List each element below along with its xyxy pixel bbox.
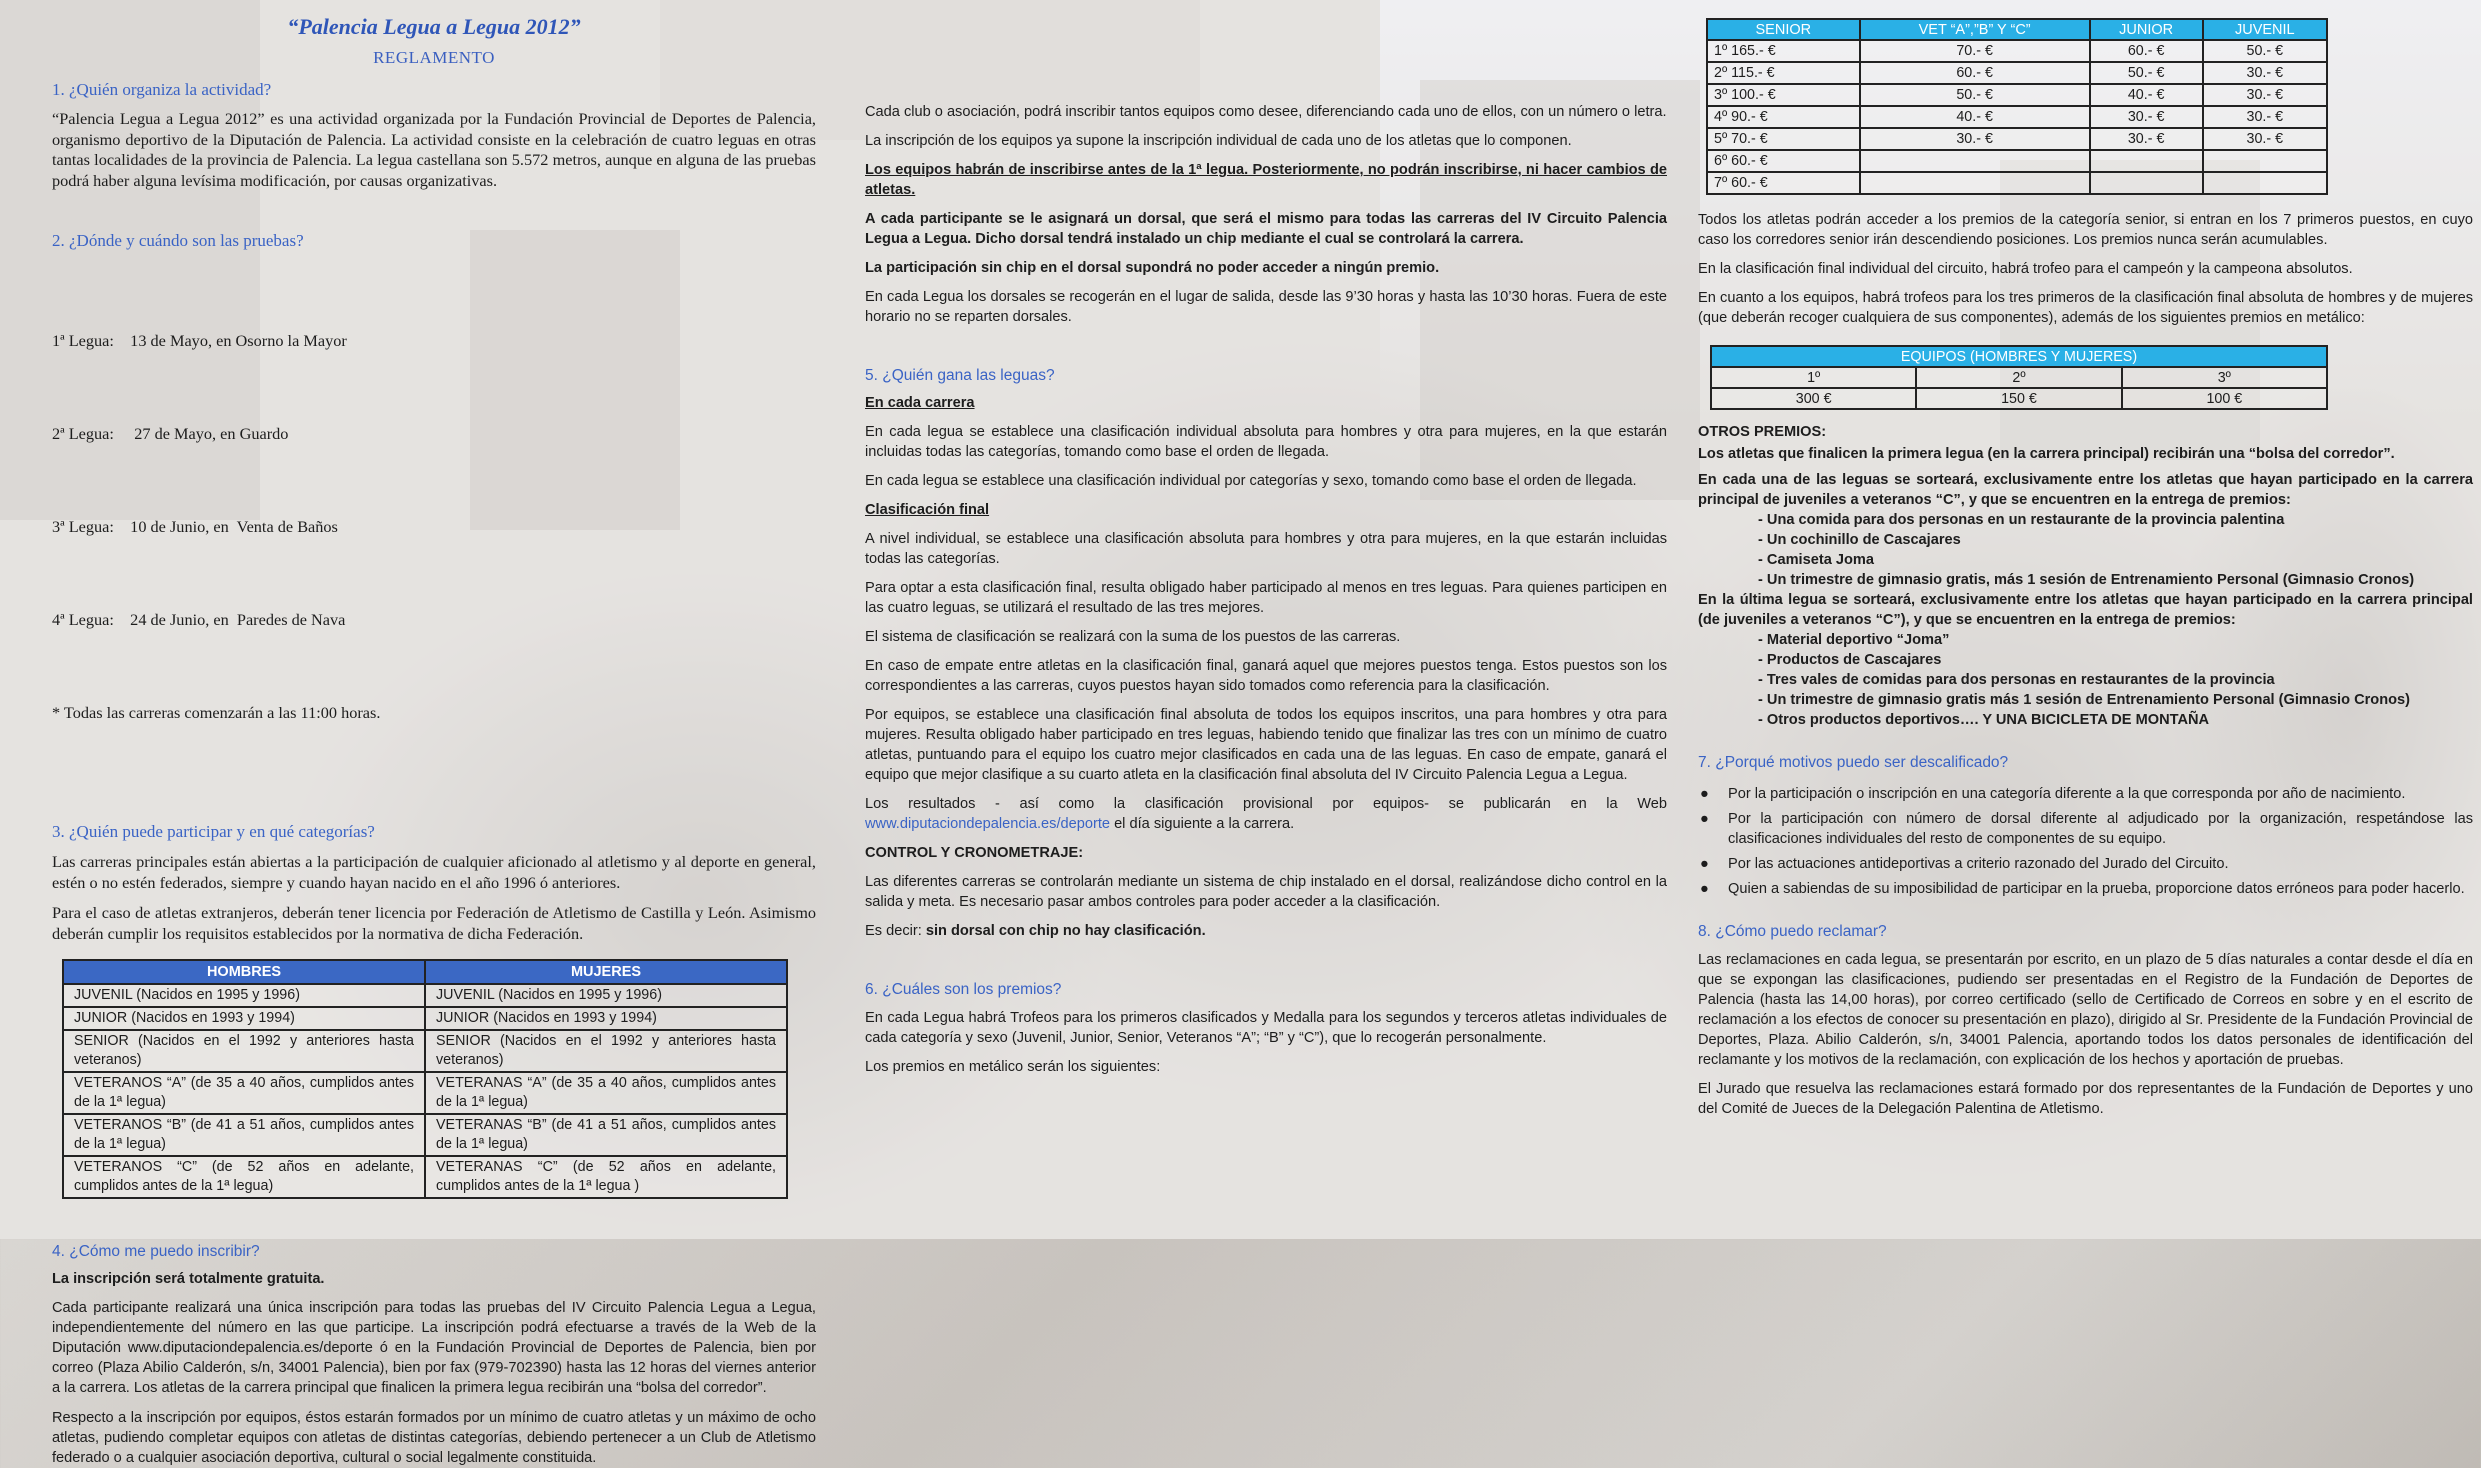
prize-header: VET “A”,”B” Y “C” bbox=[1860, 19, 2090, 40]
teams-paragraph-2: La inscripción de los equipos ya supone la inscripción individual de cada uno de los atletas que lo componen. bbox=[865, 133, 1572, 149]
table-cell: 3º 100.- € bbox=[1707, 84, 1860, 106]
prize-header: JUVENIL bbox=[2203, 19, 2327, 40]
dorsal-pickup-paragraph: En cada Legua los dorsales se recogerán en el lugar de salida, desde las 9’30 horas y hasta las 10’30 horas. Fuera de este horario no se reparten dorsales. bbox=[865, 289, 1667, 325]
section-3-paragraph-2: Para el caso de atletas extranjeros, deberán tener licencia por Federación de Atletismo de Castilla y León. Asimismo deberán cumplir los requisitos establecidos por la normativa de dicha Federación. bbox=[52, 903, 816, 943]
bullet-icon: ● bbox=[1700, 786, 1709, 802]
bullet-icon: ● bbox=[1700, 811, 1709, 827]
table-cell: SENIOR (Nacidos en el 1992 y anteriores hasta veteranos) bbox=[425, 1030, 787, 1072]
table-cell: 50.- € bbox=[2090, 62, 2203, 84]
raffle-list-1 bbox=[1698, 510, 2473, 590]
list-item: - Un cochinillo de Cascajares bbox=[1758, 532, 1961, 548]
table-cell: 2º 115.- € bbox=[1707, 62, 1860, 84]
leg-item: 4ª Legua: 24 de Junio, en Paredes de Nava bbox=[52, 610, 346, 629]
table-cell: 60.- € bbox=[1860, 62, 2090, 84]
bullet-text: Por la participación o inscripción en una categoría diferente a la que corresponda por año de nacimiento. bbox=[1728, 786, 2406, 802]
section-8-heading: 8. ¿Cómo puedo reclamar? bbox=[1698, 923, 1887, 940]
table-cell: 300 € bbox=[1711, 388, 1916, 409]
list-item: - Camiseta Joma bbox=[1758, 552, 1874, 568]
leg-item: 3ª Legua: 10 de Junio, en Venta de Baños bbox=[52, 517, 338, 536]
section-4-free-note: La inscripción será totalmente gratuita. bbox=[52, 1271, 325, 1287]
bullet-icon: ● bbox=[1700, 881, 1709, 897]
table-cell bbox=[2090, 172, 2203, 194]
table-cell: VETERANOS “B” (de 41 a 51 años, cumplidos antes de la 1ª legua) bbox=[63, 1114, 425, 1156]
table-cell: 40.- € bbox=[1860, 106, 2090, 128]
prizes-paragraph-3: En cuanto a los equipos, habrá trofeos para los tres primeros de la clasificación final absoluta de hombres y de mujeres (que deberán recoger cualquiera de sus componentes), además de los siguientes premios en metálico: bbox=[1698, 290, 2473, 326]
section-5-sub-each-race: En cada carrera bbox=[865, 395, 975, 411]
column-left bbox=[52, 0, 816, 1468]
list-item bbox=[1698, 784, 2473, 804]
section-2-heading: 2. ¿Dónde y cuándo son las pruebas? bbox=[52, 231, 304, 250]
section-5-paragraph-1: En cada legua se establece una clasificación individual absoluta para hombres y otra para mujeres, en la que estarán incluidas todas las categorías, tomando como base el orden de llegada. bbox=[865, 424, 1667, 460]
table-cell: 50.- € bbox=[1860, 84, 2090, 106]
dorsal-paragraph: A cada participante se le asignará un dorsal, que será el mismo para todas las carreras del IV Circuito Palencia Legua a Legua. Dicho dorsal tendrá instalado un chip mediante el cual se controlará la carrera. bbox=[865, 211, 1667, 247]
bullet-text: Quien a sabiendas de su imposibilidad de participar en la prueba, proporcione datos erróneos para poder hacerlo. bbox=[1728, 881, 2465, 897]
section-5-heading: 5. ¿Quién gana las leguas? bbox=[865, 367, 1055, 384]
table-cell: VETERANOS “A” (de 35 a 40 años, cumplidos antes de la 1ª legua) bbox=[63, 1072, 425, 1114]
table-cell: 100 € bbox=[2122, 388, 2327, 409]
table-row bbox=[63, 1072, 787, 1114]
table-cell: 6º 60.- € bbox=[1707, 150, 1860, 172]
results-text-b: el día siguiente a la carrera. bbox=[1110, 816, 1295, 832]
section-8-paragraph-2: El Jurado que resuelva las reclamaciones estará formado por dos representantes de la Fundación de Deportes y uno del Comité de Jueces de la Delegación Palentina de Atletismo. bbox=[1698, 1081, 2473, 1117]
table-row bbox=[1707, 62, 2327, 84]
table-row bbox=[1711, 367, 2327, 388]
legs-list bbox=[52, 263, 816, 790]
cash-prizes-table bbox=[1706, 18, 2328, 195]
table-cell: 4º 90.- € bbox=[1707, 106, 1860, 128]
list-item: - Un trimestre de gimnasio gratis, más 1 sesión de Entrenamiento Personal (Gimnasio Cronos) bbox=[1758, 572, 2415, 588]
table-row bbox=[63, 1030, 787, 1072]
table-row bbox=[1707, 40, 2327, 62]
table-cell: 50.- € bbox=[2203, 40, 2327, 62]
column-middle bbox=[865, 0, 1667, 1077]
table-cell: VETERANAS “B” (de 41 a 51 años, cumplidos antes de la 1ª legua) bbox=[425, 1114, 787, 1156]
table-cell bbox=[2203, 150, 2327, 172]
prizes-paragraph-2: En la clasificación final individual del circuito, habrá trofeo para el campeón y la campeona absolutos. bbox=[1698, 261, 2353, 277]
table-cell: JUNIOR (Nacidos en 1993 y 1994) bbox=[425, 1007, 787, 1030]
section-8-paragraph-1: Las reclamaciones en cada legua, se presentarán por escrito, en un plazo de 5 días naturales a contar desde el día en que se expongan las clasificaciones, pudiendo ser presentadas en el Registro de la Fundación de Deportes de Palencia (hasta las 14,00 horas), por correo certificado (sello de Certificado de Correos en sobre y en el escrito de reclamación a los efectos de conocer su presentación en plazo), dirigido al Sr. Presidente de la Fundación Provincial de Deportes, Plaza. Abilio Calderón, s/n, 34001 Palencia, aportando todos los datos personales de identificación del reclamante y los motivos de la reclamación, con explicación de los hechos y aportación de pruebas. bbox=[1698, 952, 2473, 1068]
table-cell: 40.- € bbox=[2090, 84, 2203, 106]
control-text-b: sin dorsal con chip no hay clasificación. bbox=[925, 923, 1206, 939]
section-5-paragraph-7: Por equipos, se establece una clasificación final absoluta de todos los equipos inscritos, una para hombres y otra para mujeres. Resulta obligado haber participado en tres leguas, habiendo tenido que finalizar las tres con un mínimo de cuatro atletas, puntuando para el equipo los cuatro mejor clasificados en cada una de las leguas. En caso de empate, ganará el equipo que mejor clasifique a su cuarto atleta en la clasificación final absoluta del IV Circuito Palencia Legua a Legua. bbox=[865, 707, 1667, 783]
disqualification-list bbox=[1698, 784, 2473, 899]
table-cell: 30.- € bbox=[2090, 128, 2203, 150]
section-5-paragraph-6: En caso de empate entre atletas en la clasificación final, ganará aquel que mejores puestos tenga. Estos puestos son los correspondientes a las carreras, cuyos puestos hayan sido tomados como referencia para la clasificación. bbox=[865, 658, 1667, 694]
other-prizes-paragraph-3: En la última legua se sorteará, exclusivamente entre los atletas que hayan participado en la carrera principal (de juveniles a veteranos “C”), y que se encuentren en la entrega de premios: bbox=[1698, 592, 2473, 628]
section-1-heading: 1. ¿Quién organiza la actividad? bbox=[52, 80, 272, 99]
control-paragraph-2 bbox=[865, 921, 1667, 941]
table-cell: 2º bbox=[1916, 367, 2121, 388]
legs-note: * Todas las carreras comenzarán a las 11:00 horas. bbox=[52, 703, 381, 722]
section-5-paragraph-4: Para optar a esta clasificación final, resulta obligado haber participado al menos en tres leguas. Para quienes participen en las cuatro leguas, se utilizará el resultado de las tres mejores. bbox=[865, 580, 1667, 616]
other-prizes-paragraph-1: Los atletas que finalicen la primera legua (en la carrera principal) recibirán una “bolsa del corredor”. bbox=[1698, 446, 2395, 462]
table-cell: 3º bbox=[2122, 367, 2327, 388]
section-4-heading: 4. ¿Cómo me puedo inscribir? bbox=[52, 1243, 260, 1260]
team-prizes-table bbox=[1710, 345, 2328, 410]
bullet-icon: ● bbox=[1700, 856, 1709, 872]
list-item bbox=[1698, 809, 2473, 849]
table-row bbox=[1707, 84, 2327, 106]
table-row bbox=[1707, 128, 2327, 150]
table-row bbox=[63, 1007, 787, 1030]
section-3-paragraph-1: Las carreras principales están abiertas a la participación de cualquier aficionado al atletismo y al deporte en general, estén o no estén federados, siempre y cuando hayan nacido en el año 1996 ó anteriores. bbox=[52, 852, 816, 892]
table-cell: 30.- € bbox=[2203, 62, 2327, 84]
table-cell: 150 € bbox=[1916, 388, 2121, 409]
control-heading: CONTROL Y CRONOMETRAJE: bbox=[865, 845, 1084, 861]
prizes-paragraph-1: Todos los atletas podrán acceder a los premios de la categoría senior, si entran en los 7 primeros puestos, en cuyo caso los corredores senior irán descendiendo posiciones. Los premios nunca serán acumulables. bbox=[1698, 212, 2473, 248]
prize-header: JUNIOR bbox=[2090, 19, 2203, 40]
section-3-heading: 3. ¿Quién puede participar y en qué categorías? bbox=[52, 822, 375, 841]
table-header-women: MUJERES bbox=[425, 960, 787, 984]
bullet-text: Por las actuaciones antideportivas a criterio razonado del Jurado del Circuito. bbox=[1728, 856, 2229, 872]
section-4-paragraph-2: Respecto a la inscripción por equipos, éstos estarán formados por un mínimo de cuatro atletas y un máximo de ocho atletas, pudiendo completar equipos con atletas de distintas categorías, debiendo pertenecer a un Club de Atletismo federado o a cualquier asociación deportiva, cultural o social legalmente constituida. bbox=[52, 1410, 816, 1466]
table-cell: VETERANAS “A” (de 35 a 40 años, cumplidos antes de la 1ª legua) bbox=[425, 1072, 787, 1114]
column-right bbox=[1698, 0, 2473, 1119]
teams-deadline-note: Los equipos habrán de inscribirse antes de la 1ª legua. Posteriormente, no podrán inscribirse, ni hacer cambios de atletas. bbox=[865, 162, 1667, 198]
list-item: - Un trimestre de gimnasio gratis más 1 sesión de Entrenamiento Personal (Gimnasio Cronos) bbox=[1758, 692, 2411, 708]
table-cell: 30.- € bbox=[2203, 84, 2327, 106]
other-prizes-heading: OTROS PREMIOS: bbox=[1698, 424, 1827, 440]
prize-header: SENIOR bbox=[1707, 19, 1860, 40]
list-item: - Material deportivo “Joma” bbox=[1758, 632, 1950, 648]
table-cell: 7º 60.- € bbox=[1707, 172, 1860, 194]
control-paragraph-1: Las diferentes carreras se controlarán mediante un sistema de chip instalado en el dorsal, realizándose dicho control en la salida y meta. Es necesario pasar ambos controles para poder acceder a la clasificación. bbox=[865, 874, 1667, 910]
section-4-paragraph-1: Cada participante realizará una única inscripción para todas las pruebas del IV Circuito Palencia Legua a Legua, independientemente del número en las que participe. La inscripción podrá efectuarse a través de la Web de la Diputación www.diputaciondepalencia.es/deporte ó en la Fundación Provincial de Deportes de Palencia, bien por correo (Plaza Abilio Calderón, s/n, 34001 Palencia), bien por fax (979-702390) hasta las 12 horas del viernes anterior a la carrera. Los atletas de la carrera principal que finalicen la primera legua recibirán una “bolsa del corredor”. bbox=[52, 1300, 816, 1396]
table-cell: JUNIOR (Nacidos en 1993 y 1994) bbox=[63, 1007, 425, 1030]
table-row bbox=[1707, 106, 2327, 128]
results-text-a: Los resultados - así como la clasificación provisional por equipos- se publicarán en la Web bbox=[865, 796, 1667, 812]
section-5-paragraph-8 bbox=[865, 794, 1667, 834]
table-cell: VETERANOS “C” (de 52 años en adelante, cumplidos antes de la 1ª legua) bbox=[63, 1156, 425, 1198]
table-cell: 30.- € bbox=[1860, 128, 2090, 150]
table-cell: VETERANAS “C” (de 52 años en adelante, cumplidos antes de la 1ª legua ) bbox=[425, 1156, 787, 1198]
chip-warning: La participación sin chip en el dorsal supondrá no poder acceder a ningún premio. bbox=[865, 260, 1440, 276]
table-cell: 30.- € bbox=[2203, 106, 2327, 128]
team-table-header: EQUIPOS (HOMBRES Y MUJERES) bbox=[1711, 346, 2327, 367]
table-cell bbox=[2203, 172, 2327, 194]
list-item: - Productos de Cascajares bbox=[1758, 652, 1942, 668]
document-title: “Palencia Legua a Legua 2012” bbox=[287, 14, 581, 39]
table-row bbox=[1707, 172, 2327, 194]
table-cell: 1º bbox=[1711, 367, 1916, 388]
table-cell: 30.- € bbox=[2203, 128, 2327, 150]
section-5-paragraph-3: A nivel individual, se establece una clasificación absoluta para hombres y otra para mujeres, en la que estarán incluidas todas las categorías. bbox=[865, 531, 1667, 567]
section-1-paragraph: “Palencia Legua a Legua 2012” es una actividad organizada por la Fundación Provincial de Deportes de Palencia, organismo deportivo de la Diputación de Palencia. La actividad consiste en la celebración de cuatro leguas en otras tantas localidades de la provincia de Palencia. La legua castellana son 5.572 metros, aunque en alguna de las pruebas podrá haber alguna levísima modificación, por causas organizativas. bbox=[52, 109, 816, 190]
table-cell bbox=[1860, 150, 2090, 172]
table-cell: 60.- € bbox=[2090, 40, 2203, 62]
table-row bbox=[63, 1156, 787, 1198]
section-5-paragraph-2: En cada legua se establece una clasificación individual por categorías y sexo, tomando como base el orden de llegada. bbox=[865, 473, 1637, 489]
bullet-text: Por la participación con número de dorsal diferente al adjudicado por la organización, respetándose las clasificaciones individuales del resto de componentes de su equipo. bbox=[1728, 811, 2473, 847]
table-row bbox=[1711, 388, 2327, 409]
list-item bbox=[1698, 854, 2473, 874]
table-row bbox=[63, 1114, 787, 1156]
table-cell: 30.- € bbox=[2090, 106, 2203, 128]
list-item: - Tres vales de comidas para dos personas en restaurantes de la provincia bbox=[1758, 672, 2275, 688]
raffle-list-2 bbox=[1698, 630, 2473, 730]
section-6-heading: 6. ¿Cuáles son los premios? bbox=[865, 981, 1062, 998]
table-cell bbox=[2090, 150, 2203, 172]
list-item bbox=[1698, 879, 2473, 899]
section-5-sub-final: Clasificación final bbox=[865, 502, 990, 518]
table-cell bbox=[1860, 172, 2090, 194]
table-cell: SENIOR (Nacidos en el 1992 y anteriores hasta veteranos) bbox=[63, 1030, 425, 1072]
section-7-heading: 7. ¿Porqué motivos puedo ser descalificado? bbox=[1698, 754, 2009, 771]
leg-item: 2ª Legua: 27 de Mayo, en Guardo bbox=[52, 424, 289, 443]
list-item: - Una comida para dos personas en un restaurante de la provincia palentina bbox=[1758, 512, 2285, 528]
document-subtitle: REGLAMENTO bbox=[373, 48, 495, 67]
categories-table bbox=[62, 959, 788, 1199]
table-cell: 70.- € bbox=[1860, 40, 2090, 62]
results-web-link[interactable]: www.diputaciondepalencia.es/deporte bbox=[865, 816, 1111, 832]
leg-item: 1ª Legua: 13 de Mayo, en Osorno la Mayor bbox=[52, 331, 347, 350]
list-item: - Otros productos deportivos…. Y UNA BICICLETA DE MONTAÑA bbox=[1758, 712, 2210, 728]
other-prizes-paragraph-2: En cada una de las leguas se sorteará, exclusivamente entre los atletas que hayan participado en la carrera principal de juveniles a veteranos “C”, y que se encuentren en la entrega de premios: bbox=[1698, 472, 2473, 508]
section-5-paragraph-5: El sistema de clasificación se realizará con la suma de los puestos de las carreras. bbox=[865, 629, 1401, 645]
table-row bbox=[63, 984, 787, 1007]
table-header-men: HOMBRES bbox=[63, 960, 425, 984]
table-cell: 5º 70.- € bbox=[1707, 128, 1860, 150]
section-6-paragraph-1: En cada Legua habrá Trofeos para los primeros clasificados y Medalla para los segundos y terceros atletas individuales de cada categoría y sexo (Juvenil, Junior, Senior, Veteranos “A”; “B” y “C”), que lo recogerán personalmente. bbox=[865, 1010, 1667, 1046]
section-6-paragraph-2: Los premios en metálico serán los siguientes: bbox=[865, 1059, 1161, 1075]
control-text-a: Es decir: bbox=[865, 923, 926, 939]
table-row bbox=[1707, 150, 2327, 172]
table-cell: 1º 165.- € bbox=[1707, 40, 1860, 62]
teams-paragraph-1: Cada club o asociación, podrá inscribir tantos equipos como desee, diferenciando cada uno de ellos, con un número o letra. bbox=[865, 104, 1667, 120]
table-cell: JUVENIL (Nacidos en 1995 y 1996) bbox=[425, 984, 787, 1007]
table-cell: JUVENIL (Nacidos en 1995 y 1996) bbox=[63, 984, 425, 1007]
